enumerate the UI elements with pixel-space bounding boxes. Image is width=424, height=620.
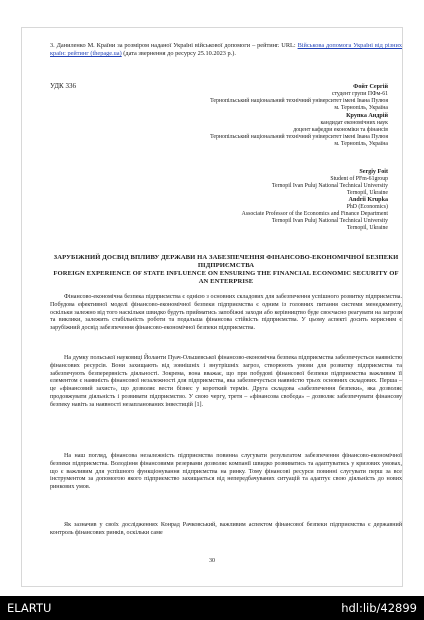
author-line: м. Тернопіль, Україна (334, 105, 388, 112)
page-number: 30 (209, 558, 215, 564)
author-line: м. Тернопіль, Україна (334, 141, 388, 148)
article-title-en: FOREIGN EXPERIENCE OF STATE INFLUENCE ON ENSURING THE FINANCIAL ECONOMIC SECURITY OF AN ENTERPRISE (53, 270, 399, 286)
author-block-en-2 (88, 197, 388, 232)
document-page (22, 28, 402, 586)
author-block-ua-2 (88, 113, 388, 148)
reference-text: 3. Даниленко М. Країни за розміром наданої Україні військової допомоги – рейтинг. URL: (50, 42, 298, 49)
author-block-en-1 (88, 169, 388, 197)
udk-code: УДК 336 (50, 82, 76, 90)
author-name: Фойт Сергій (353, 84, 388, 90)
author-line: доцент кафедри економіки та фінансів (293, 127, 388, 134)
footer-handle-link[interactable]: hdl:lib/42899 (341, 601, 417, 615)
author-line: Тернопільський національний технічний університет імені Івана Пулюя (210, 134, 388, 141)
author-line: Ternopil Ivan Puluj National Technical University (271, 218, 388, 225)
author-line: Ternopil, Ukraine (346, 225, 388, 232)
author-name: Andrii Krupka (348, 197, 388, 203)
author-line: кандидат економічних наук (320, 120, 388, 127)
author-line: Ternopil Ivan Puluj National Technical University (271, 183, 388, 190)
body-paragraph: Як зазначив у своїх дослідженнях Конрад Рачковський, важливим аспектом фінансової безпеки підприємства є державний контроль фінансових ринків, оскільки саме (50, 522, 402, 536)
author-line: Student of PFm-61group (330, 176, 388, 183)
author-name: Sergiy Foit (359, 169, 388, 175)
author-line: студент групи ПФм-61 (331, 91, 388, 98)
body-paragraph: На наш погляд, фінансова незалежність підприємства повинна слугувати результатом забезпечення фінансово-економічної безпеки підприємства. Володіння фінансовими резервами дозволяє компанії швидко розвиватись та адаптуватись у кризових умовах, що є важливим для успішного функціонування підприємства на ринку. Тому фінансові ресурси повинні слугувати перш за все інструментом за допомогою якого підприємство захищається від непередбачуваних ситуацій та адаптує свою діяльність до нових ринкових умов. (50, 453, 402, 490)
author-line: Associate Professor of the Economics and Finance Department (241, 211, 388, 218)
article-title-ua: ЗАРУБІЖНИЙ ДОСВІД ВПЛИВУ ДЕРЖАВИ НА ЗАБЕЗПЕЧЕННЯ ФІНАНСОВО-ЕКОНОМІЧНОЇ БЕЗПЕКИ ПІДПРИЄМСТВА (53, 254, 399, 270)
reference-tail: (дата звернення до ресурсу 25.10.2023 р.). (121, 49, 236, 57)
reference-entry (50, 42, 402, 58)
body-paragraph: Фінансово-економічна безпека підприємства є однією з основних складових для забезпечення успішного розвитку підприємства. Побудова ефективної моделі фінансово-економічної безпеки підприємства є одним із головних питання системи менеджменту, оскільки залежно від того наскільки швидко будуть прийматись запобіжні заходи або керівництво буде своєчасно реагувати на загрози та виклики, залежить стабільність роботи та подальша фінансова стійкість підприємства. У цьому аспекті досить корисним є зарубіжний досвід забезпечення фінансово-економічної безпеки підприємства. (50, 294, 402, 331)
footer-repository-label: ELARTU (7, 601, 52, 615)
author-name: Крупка Андрій (346, 113, 388, 119)
reference-link[interactable]: Військова допомога Україні від різних країн: рейтинг (thepage.ua) (50, 42, 403, 57)
author-line: PhD (Economics) (346, 204, 388, 211)
body-paragraph: На думку польської науковиці Йоланти Пуач-Ольшевської фінансово-економічна безпека підприємства забезпечується наявністю фінансових ресурсів. Вони захищають від зовнішніх і внутрішніх загроз, створюють умови для розвитку підприємства та забезпечують безперервність діяльності. Зокрема, вона вважає, що при побудові фінансової безпеки підприємства важливим її елементом є наявність фінансової незалежності для підприємства, яка забезпечується наявністю трьох основних складових. Перша – це «фінансовий захист», що дозволяє вести бізнес у короткий термін. Друга складова «забезпечення безпеки», яка дозволяє продовжувати діяльність і розвивати підприємство. У свою чергу, третя – «фінансова свобода» – дозволяє забезпечувати фінансову безпеку навіть за наявності незапланованих інвестицій [1]. (50, 355, 402, 408)
author-line: Ternopil, Ukraine (346, 190, 388, 197)
footer-bar (0, 596, 424, 620)
author-line: Тернопільський національний технічний університет імені Івана Пулюя (210, 98, 388, 105)
author-block-ua-1 (88, 84, 388, 112)
